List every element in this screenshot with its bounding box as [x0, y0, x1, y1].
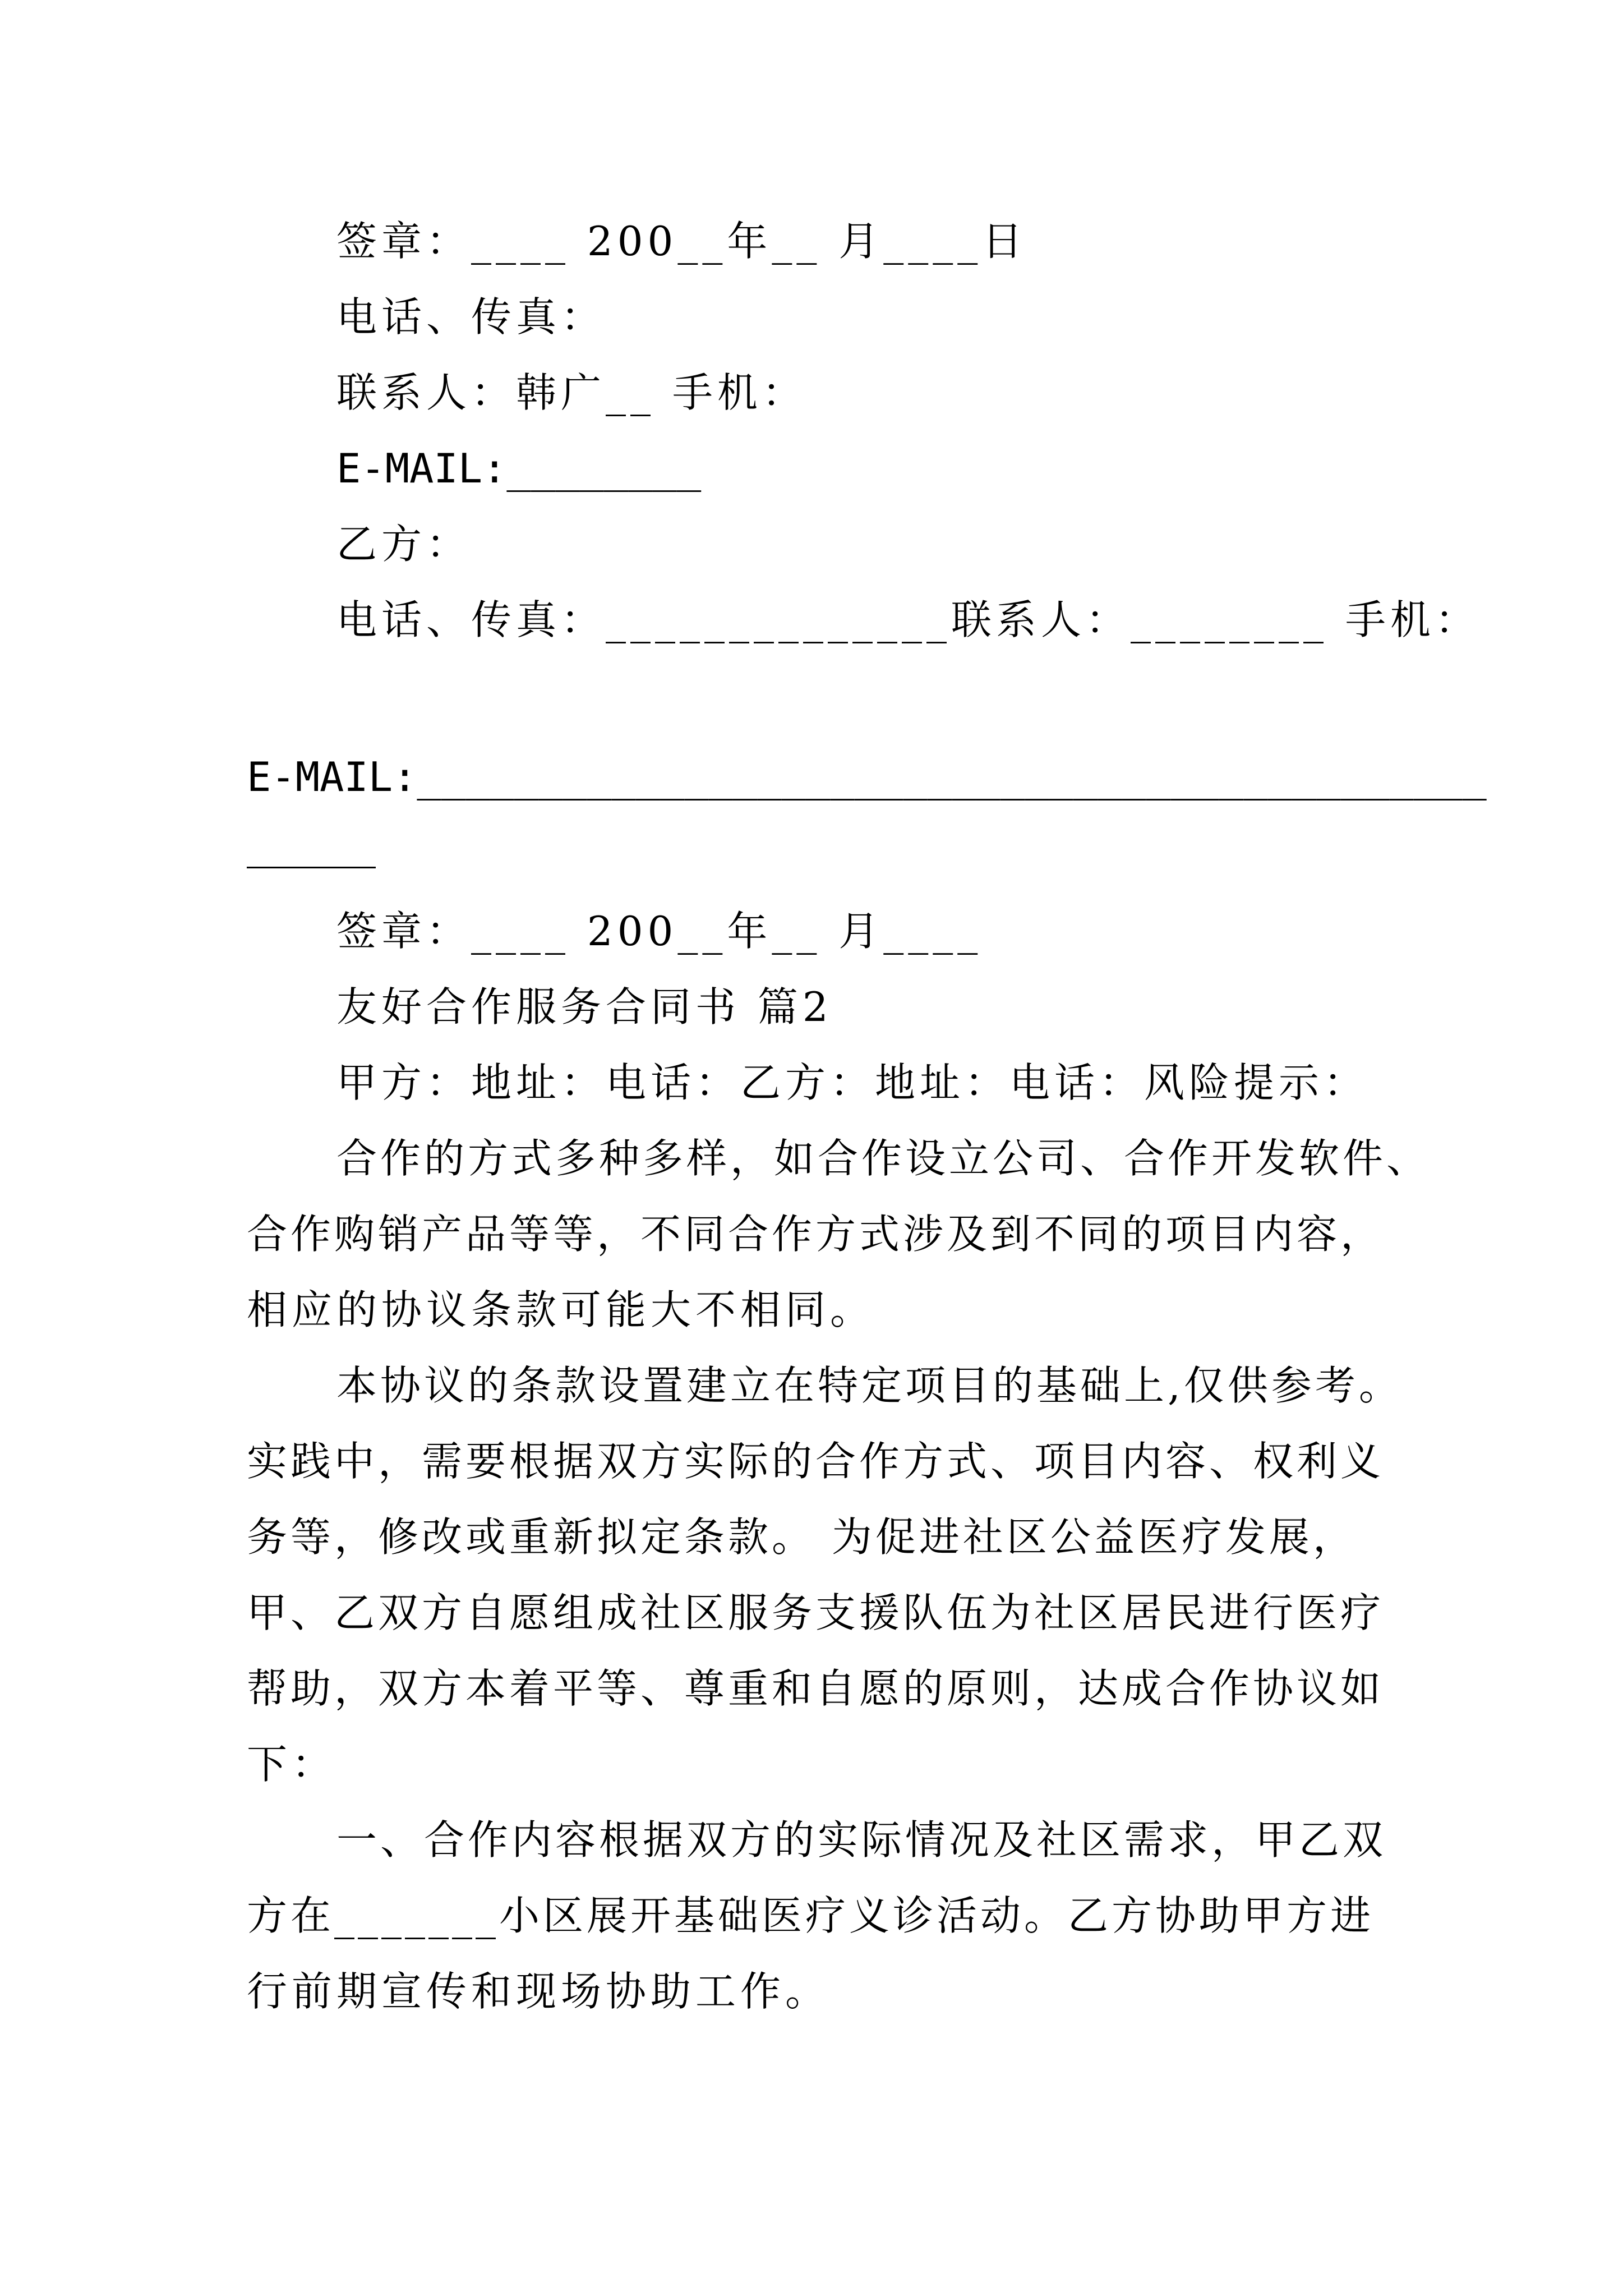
notice-paragraph-line-3: 务等，修改或重新拟定条款。 为促进社区公益医疗发展， — [247, 1513, 1357, 1561]
risk-paragraph-line-1: 合作的方式多种多样，如合作设立公司、合作开发软件、 — [336, 1135, 1431, 1182]
notice-paragraph-line-4: 甲、乙双方自愿组成社区服务支援队伍为社区居民进行医疗 — [247, 1589, 1385, 1636]
party-a-contact: 联系人：韩广__ 手机： — [336, 369, 807, 416]
notice-paragraph-line-5: 帮助，双方本着平等、尊重和自愿的原则，达成合作协议如 — [247, 1665, 1385, 1712]
clause-1-line-2: 方在_______小区展开基础医疗义诊活动。乙方协助甲方进 — [247, 1892, 1375, 1939]
parties-header: 甲方：地址：电话：乙方：地址：电话：风险提示： — [336, 1059, 1369, 1106]
party-a-phone-fax: 电话、传真： — [336, 293, 606, 341]
notice-paragraph-line-1: 本协议的条款设置建立在特定项目的基础上,仅供参考。 — [336, 1362, 1403, 1409]
party-a-email: E-MAIL:________ — [336, 445, 702, 492]
party-b-label: 乙方： — [336, 521, 472, 568]
risk-paragraph-line-2: 合作购销产品等等，不同合作方式涉及到不同的项目内容， — [247, 1211, 1385, 1258]
notice-paragraph-line-6: 下： — [247, 1741, 337, 1788]
clause-1-line-3: 行前期宣传和现场协助工作。 — [247, 1968, 831, 2015]
notice-paragraph-line-2: 实践中，需要根据双方实际的合作方式、项目内容、权利义 — [247, 1438, 1385, 1485]
party-b-signature-date: 签章：____ 200__年__ 月____ — [336, 908, 983, 955]
email-underline-continuation — [247, 867, 376, 868]
party-b-contact-line: 电话、传真：______________联系人：________ 手机： — [336, 596, 1480, 643]
section-title: 友好合作服务合同书 篇2 — [336, 983, 833, 1030]
risk-paragraph-line-3: 相应的协议条款可能大不相同。 — [247, 1286, 875, 1333]
party-a-signature-date: 签章：____ 200__年__ 月____日 — [336, 218, 1027, 265]
clause-1-line-1: 一、合作内容根据双方的实际情况及社区需求，甲乙双 — [336, 1816, 1387, 1864]
party-b-email: E-MAIL:____________________________________________ — [247, 753, 1487, 800]
